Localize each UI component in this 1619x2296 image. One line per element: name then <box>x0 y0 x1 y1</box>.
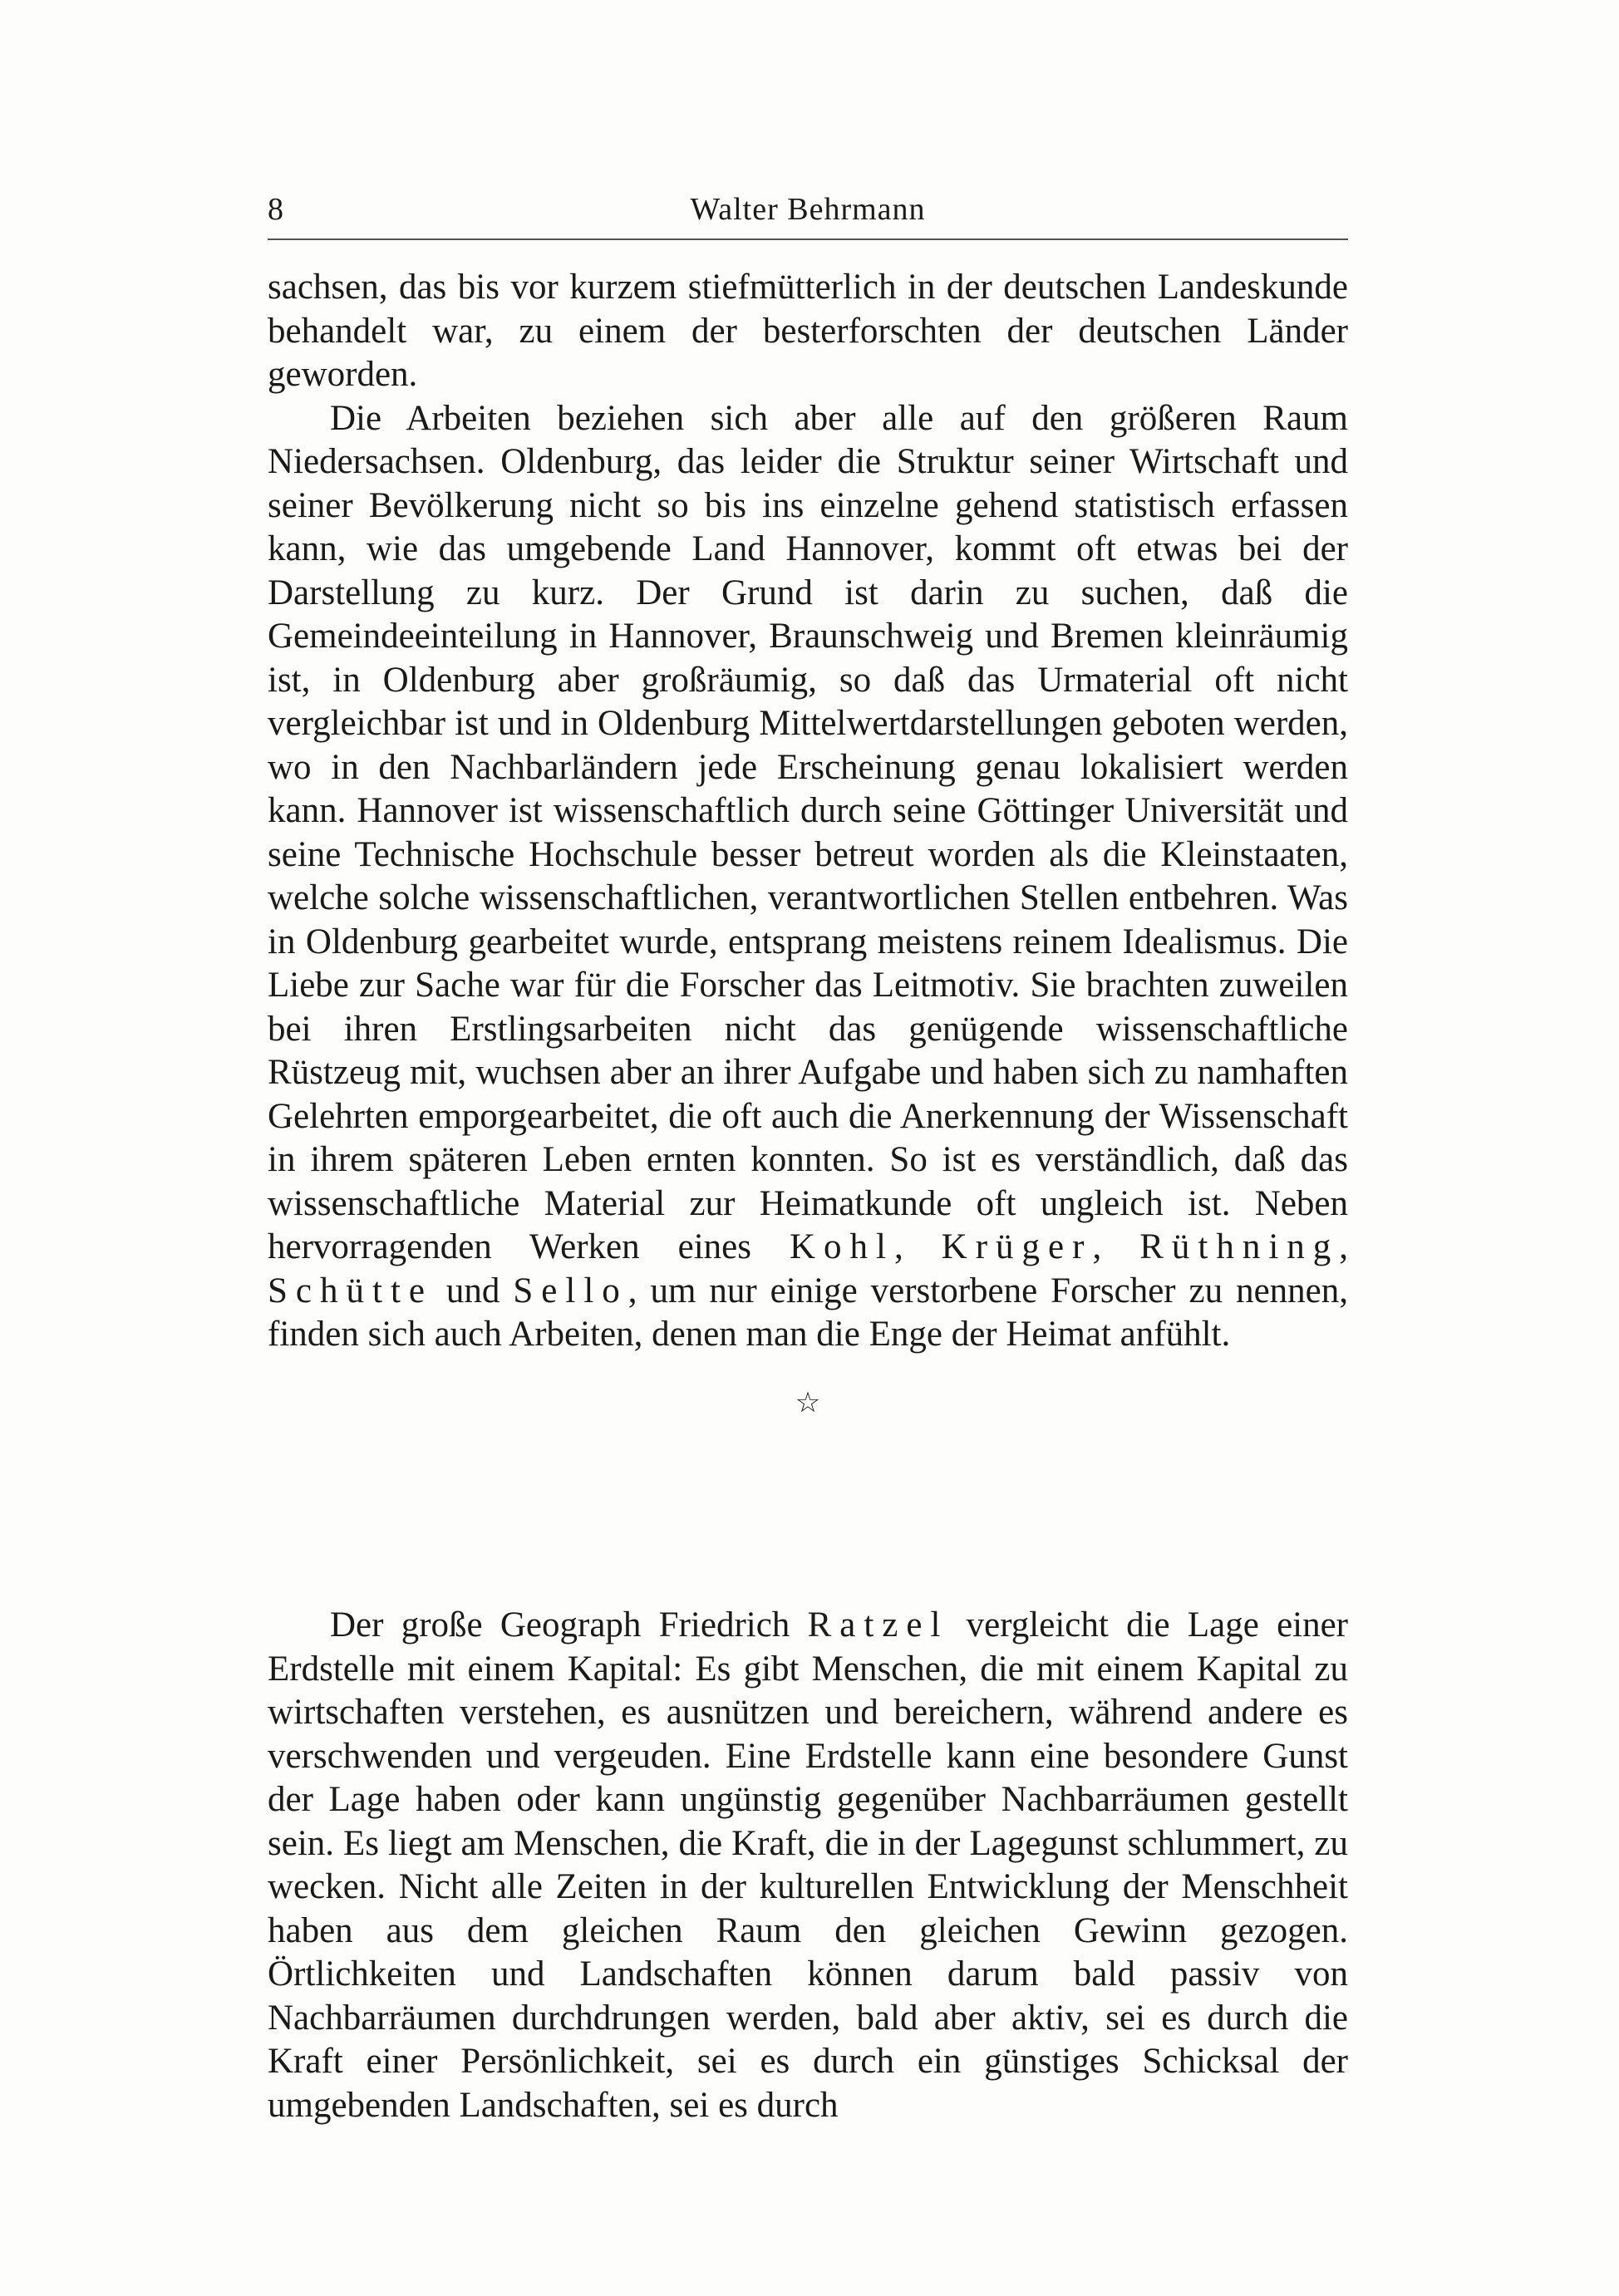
author-name-kohl: Kohl <box>789 1227 894 1266</box>
author-name-schuette: Schütte <box>268 1271 433 1310</box>
separator: und <box>432 1271 514 1310</box>
paragraph-text: Der große Geograph Friedrich <box>330 1605 808 1645</box>
paragraph-ratzel <box>268 1604 1348 2127</box>
page-number: 8 <box>268 192 283 227</box>
text-block-upper <box>268 266 1348 1357</box>
paragraph-continuation: sachsen, das bis vor kurzem stiefmütterlich in der deutschen Landeskunde behandelt war, zu einem der besterforschten der deutschen Länder geworden. <box>268 268 1348 394</box>
paragraph-text: vergleicht die Lage einer Erdstelle mit einem Kapital: Es gibt Menschen, die mit einem Kapital zu wirtschaften verstehen, es ausnützen und bereichern, während andere es verschwenden und vergeuden. Eine Erdstelle kann eine besondere Gunst der Lage haben oder kann ungünstig gegenüber Nachbarräumen gestellt sein. Es liegt am Menschen, die Kraft, die in der Lagegunst schlummert, zu wecken. Nicht alle Zeiten in der kulturellen Entwicklung der Menschheit haben aus dem gleichen Raum den gleichen Gewinn gezogen. Örtlichkeiten und Landschaften können darum bald passiv von Nachbarräumen durchdrungen werden, bald aber aktiv, sei es durch die Kraft einer Persönlichkeit, sei es durch ein günstiges Schicksal der umgebenden Landschaften, sei es durch <box>268 1605 1349 2125</box>
paragraph-text: Die Arbeiten beziehen sich aber alle auf den größeren Raum Niedersachsen. Oldenburg, das leider die Struktur seiner Wirtschaft und seiner Bevölkerung nicht so bis ins einzelne gehend statistisch erfassen kann, wie das umgebende Land Hannover, kommt oft etwas bei der Darstellung zu kurz. Der Grund ist darin zu suchen, daß die Gemeindeeinteilung in Hannover, Braunschweig und Bremen kleinräumig ist, in Oldenburg aber großräumig, so daß das Urmaterial oft nicht vergleichbar ist und in Oldenburg Mittelwertdarstellungen geboten werden, wo in den Nachbarländern jede Erscheinung genau lokalisiert werden kann. Hannover ist wissenschaftlich durch seine Göttinger Universität und seine Technische Hochschule besser betreut worden als die Kleinstaaten, welche solche wissenschaftlichen, verantwortlichen Stellen entbehren. Was in Oldenburg gearbeitet wurde, entsprang meistens reinem Idealismus. Die Liebe zur Sache war für die Forscher das Leitmotiv. Sie brachten zuweilen bei ihren Erstlingsarbeiten nicht das genügende wissenschaftliche Rüstzeug mit, wuchsen aber an ihrer Aufgabe und haben sich zu namhaften Gelehrten emporgearbeitet, die oft auch die Anerkennung der Wissenschaft in ihrem späteren Leben ernten konnten. So ist es verständlich, daß das wissenschaftliche Material zur Heimatkunde oft ungleich ist. Neben hervorragenden Werken eines <box>268 398 1348 1266</box>
author-name-ratzel: Ratzel <box>807 1605 949 1645</box>
paragraph-research <box>268 397 1348 1357</box>
header-rule <box>268 238 1348 240</box>
author-name-ruethning: Rüthning <box>1139 1227 1340 1266</box>
separator: , <box>1339 1227 1349 1266</box>
page-header <box>268 189 1348 239</box>
star-divider-icon: ☆ <box>795 1386 821 1419</box>
text-block-lower <box>268 1604 1348 2127</box>
separator: , <box>893 1227 942 1266</box>
author-name-sello: Sello <box>513 1271 628 1310</box>
separator: , <box>1092 1227 1140 1266</box>
author-name-krueger: Krüger <box>941 1227 1093 1266</box>
paragraph-text: , um nur einige verstorbene Forscher zu nennen, finden sich auch Arbeiten, denen man die Enge der Heimat anfühlt. <box>268 1271 1349 1354</box>
running-head: Walter Behrmann <box>690 192 926 227</box>
